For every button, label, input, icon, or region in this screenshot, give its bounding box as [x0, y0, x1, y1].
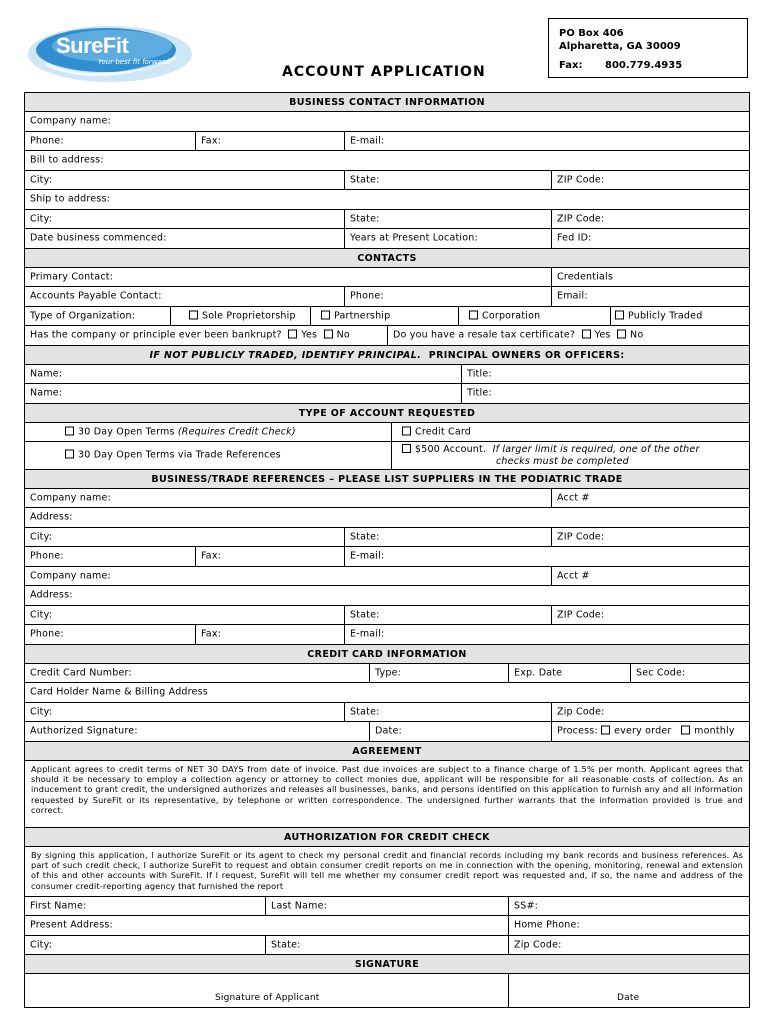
ref2-city-row[interactable] — [25, 605, 749, 625]
org-corporation[interactable]: Corporation — [469, 310, 540, 321]
bankrupt-resale-row — [25, 325, 749, 345]
section-header-principal: IF NOT PUBLICLY TRADED, IDENTIFY PRINCIPAL. PRINCIPAL OWNERS OR OFFICERS: — [25, 345, 749, 364]
ref-company-label: Company name: — [30, 492, 111, 504]
bankrupt-question: Has the company or principle ever been bankrupt? Yes No — [30, 329, 350, 341]
checkbox-icon[interactable] — [681, 726, 690, 735]
fax-number: 800.779.4935 — [605, 60, 683, 71]
company-name-row[interactable] — [25, 111, 749, 131]
cc-type-label: Type: — [375, 667, 402, 679]
ref-phone-label: Phone: — [30, 550, 64, 562]
checkbox-icon[interactable] — [324, 330, 333, 339]
checkbox-icon — [189, 310, 198, 319]
logo-text: SureFit — [56, 33, 129, 58]
fax-field-label: Fax: — [201, 135, 222, 147]
cc-signature-label: Authorized Signature: — [30, 725, 138, 737]
ref2-address-row[interactable] — [25, 585, 749, 605]
checkbox-icon — [615, 310, 624, 319]
checkbox-icon — [65, 426, 74, 435]
ref-acct-label: Acct # — [557, 570, 590, 582]
signature-of-applicant-label: Signature of Applicant — [215, 993, 320, 1003]
agreement-block — [25, 760, 749, 827]
principal-title-label: Title: — [467, 368, 492, 380]
ref1-address-row[interactable] — [25, 507, 749, 527]
city-label: City: — [30, 213, 53, 225]
org-type-label: Type of Organization: — [30, 310, 136, 322]
ref1-phone-row[interactable] — [25, 546, 749, 566]
auth-address-row[interactable] — [25, 915, 749, 935]
auth-name-row[interactable] — [25, 896, 749, 916]
years-label: Years at Present Location: — [350, 232, 478, 244]
auth-city-row[interactable] — [25, 935, 749, 955]
ship-to-row[interactable] — [25, 189, 749, 209]
account-type-row-1 — [25, 422, 749, 441]
section-header-agreement: AGREEMENT — [25, 741, 749, 760]
checkbox-icon[interactable] — [601, 726, 610, 735]
address-box — [548, 18, 748, 78]
section-header-contacts: CONTACTS — [25, 248, 749, 267]
cc-date-label: Date: — [375, 725, 402, 737]
cc-holder-row[interactable] — [25, 682, 749, 702]
account-type-row-2 — [25, 441, 749, 469]
applicant-signature-field[interactable] — [25, 974, 508, 1007]
auth-zip-label: Zip Code: — [514, 939, 562, 951]
ref-state-label: State: — [350, 531, 380, 543]
fax-label: Fax: — [559, 60, 583, 71]
cc-zip-label: Zip Code: — [557, 706, 605, 718]
opt-500-account[interactable]: $500 Account. If larger limit is required, one of the other checks must be completed — [391, 442, 749, 469]
org-sole-prop[interactable]: Sole Proprietorship — [189, 310, 296, 321]
ap-email-label: Email: — [557, 290, 588, 302]
city-label: City: — [30, 174, 53, 186]
checkbox-icon[interactable] — [617, 330, 626, 339]
cc-process-options: Process: every order monthly — [557, 725, 735, 737]
zip-label: ZIP Code: — [557, 174, 605, 186]
section-header-references: BUSINESS/TRADE REFERENCES – PLEASE LIST SUPPLIERS IN THE PODIATRIC TRADE — [25, 469, 749, 488]
last-name-label: Last Name: — [271, 900, 328, 912]
opt-30day-trade-refs[interactable]: 30 Day Open Terms via Trade References — [65, 450, 281, 461]
cc-city-row[interactable] — [25, 702, 749, 722]
ap-contact-row[interactable] — [25, 286, 749, 306]
signature-row — [25, 973, 749, 1008]
cc-state-label: State: — [350, 706, 380, 718]
email-label: E-mail: — [350, 135, 385, 147]
cc-city-label: City: — [30, 706, 53, 718]
cc-exp-label: Exp. Date — [514, 667, 563, 679]
ref2-phone-row[interactable] — [25, 624, 749, 644]
ap-phone-label: Phone: — [350, 290, 384, 302]
address-line1: PO Box 406 — [559, 28, 624, 39]
signature-date-field[interactable] — [508, 974, 749, 1007]
cc-number-row[interactable] — [25, 663, 749, 683]
section-header-business-contact: BUSINESS CONTACT INFORMATION — [25, 92, 749, 111]
opt-30day-credit-check[interactable]: 30 Day Open Terms (Requires Credit Check) — [65, 426, 296, 437]
ref-address-label: Address: — [30, 511, 73, 523]
application-form — [24, 92, 750, 1008]
checkbox-icon — [402, 444, 411, 453]
auth-state-label: State: — [271, 939, 301, 951]
primary-contact-row[interactable] — [25, 267, 749, 287]
ship-to-label: Ship to address: — [30, 193, 111, 205]
company-name-label: Company name: — [30, 115, 111, 127]
ss-label: SS#: — [514, 900, 539, 912]
checkbox-icon[interactable] — [288, 330, 297, 339]
ap-contact-label: Accounts Payable Contact: — [30, 290, 162, 302]
authorization-block — [25, 846, 749, 896]
page-title: ACCOUNT APPLICATION — [282, 64, 486, 80]
section-header-signature: SIGNATURE — [25, 954, 749, 973]
principal-name-label: Name: — [30, 368, 63, 380]
checkbox-icon — [469, 310, 478, 319]
ref-email-label: E-mail: — [350, 628, 385, 640]
ref-state-label: State: — [350, 609, 380, 621]
org-type-row — [25, 306, 749, 326]
cc-number-label: Credit Card Number: — [30, 667, 132, 679]
date-commenced-row[interactable] — [25, 228, 749, 248]
surefit-logo — [26, 18, 198, 84]
date-commenced-label: Date business commenced: — [30, 232, 167, 244]
first-name-label: First Name: — [30, 900, 87, 912]
checkbox-icon[interactable] — [582, 330, 591, 339]
org-publicly-traded[interactable]: Publicly Traded — [615, 310, 702, 321]
checkbox-icon — [65, 450, 74, 459]
primary-contact-label: Primary Contact: — [30, 271, 114, 283]
principal-row-1[interactable] — [25, 364, 749, 384]
bill-to-row[interactable] — [25, 150, 749, 170]
ref-acct-label: Acct # — [557, 492, 590, 504]
agreement-text: Applicant agrees to credit terms of NET 30 DAYS from date of invoice. Past due invoices are subject to a finance charge of 1.5% per month. Applicant agrees that should it be necessary to employ a collection agency or attorney to collect monies due, applicant will be responsible for all reasonable costs of collection. As an inducement to grant credit, the undersigned authorizes and releases all businesses, banks, and persons identified on this application to furnish any and all information requested by SureFit or its representative, by telephone or written correspondence. The undersigned further warrants that the information provided is true and correct. — [31, 763, 743, 816]
ship-city-row[interactable] — [25, 209, 749, 229]
phone-fax-email-row[interactable] — [25, 131, 749, 151]
credentials-label: Credentials — [557, 271, 614, 283]
ref-email-label: E-mail: — [350, 550, 385, 562]
cc-signature-row — [25, 721, 749, 741]
state-label: State: — [350, 213, 380, 225]
ref-city-label: City: — [30, 609, 53, 621]
resale-question: Do you have a resale tax certificate? Yes No — [393, 329, 644, 341]
principal-row-2[interactable] — [25, 383, 749, 403]
zip-label: ZIP Code: — [557, 213, 605, 225]
ref-fax-label: Fax: — [201, 628, 222, 640]
cc-sec-label: Sec Code: — [636, 667, 686, 679]
auth-city-label: City: — [30, 939, 53, 951]
bill-to-label: Bill to address: — [30, 154, 104, 166]
ref-city-label: City: — [30, 531, 53, 543]
home-phone-label: Home Phone: — [514, 919, 580, 931]
bill-city-row[interactable] — [25, 170, 749, 190]
ref-address-label: Address: — [30, 589, 73, 601]
section-header-credit-card: CREDIT CARD INFORMATION — [25, 644, 749, 663]
ref-company-label: Company name: — [30, 570, 111, 582]
ref-zip-label: ZIP Code: — [557, 609, 605, 621]
phone-label: Phone: — [30, 135, 64, 147]
ref-zip-label: ZIP Code: — [557, 531, 605, 543]
ref1-company-row[interactable] — [25, 488, 749, 508]
principal-title-label: Title: — [467, 387, 492, 399]
checkbox-icon — [402, 426, 411, 435]
logo-tagline: Your best fit forward. — [98, 58, 172, 66]
signature-date-label: Date — [617, 993, 640, 1003]
cc-holder-label: Card Holder Name & Billing Address — [30, 686, 208, 698]
section-header-account-type: TYPE OF ACCOUNT REQUESTED — [25, 403, 749, 422]
section-header-authorization: AUTHORIZATION FOR CREDIT CHECK — [25, 827, 749, 846]
state-label: State: — [350, 174, 380, 186]
opt-credit-card[interactable]: Credit Card — [402, 426, 471, 437]
ref-fax-label: Fax: — [201, 550, 222, 562]
org-partnership[interactable]: Partnership — [321, 310, 390, 321]
principal-name-label: Name: — [30, 387, 63, 399]
ref1-city-row[interactable] — [25, 527, 749, 547]
checkbox-icon — [321, 310, 330, 319]
authorization-text: By signing this application, I authorize SureFit or its agent to check my personal credit and financial records including my bank records and business references. As part of such credit check, I authorize SureFit to request and obtain consumer credit reports on me in connection with the opening, monitoring, renewal and extension of this and other accounts with SureFit. If I request, SureFit will tell me whether my consumer credit report was requested and, if so, the name and address of the consumer credit-reporting agency that furnished the report — [31, 849, 743, 891]
address-line2: Alpharetta, GA 30009 — [559, 41, 681, 52]
ref-phone-label: Phone: — [30, 628, 64, 640]
present-address-label: Present Address: — [30, 919, 113, 931]
ref2-company-row[interactable] — [25, 566, 749, 586]
fed-id-label: Fed ID: — [557, 232, 592, 244]
